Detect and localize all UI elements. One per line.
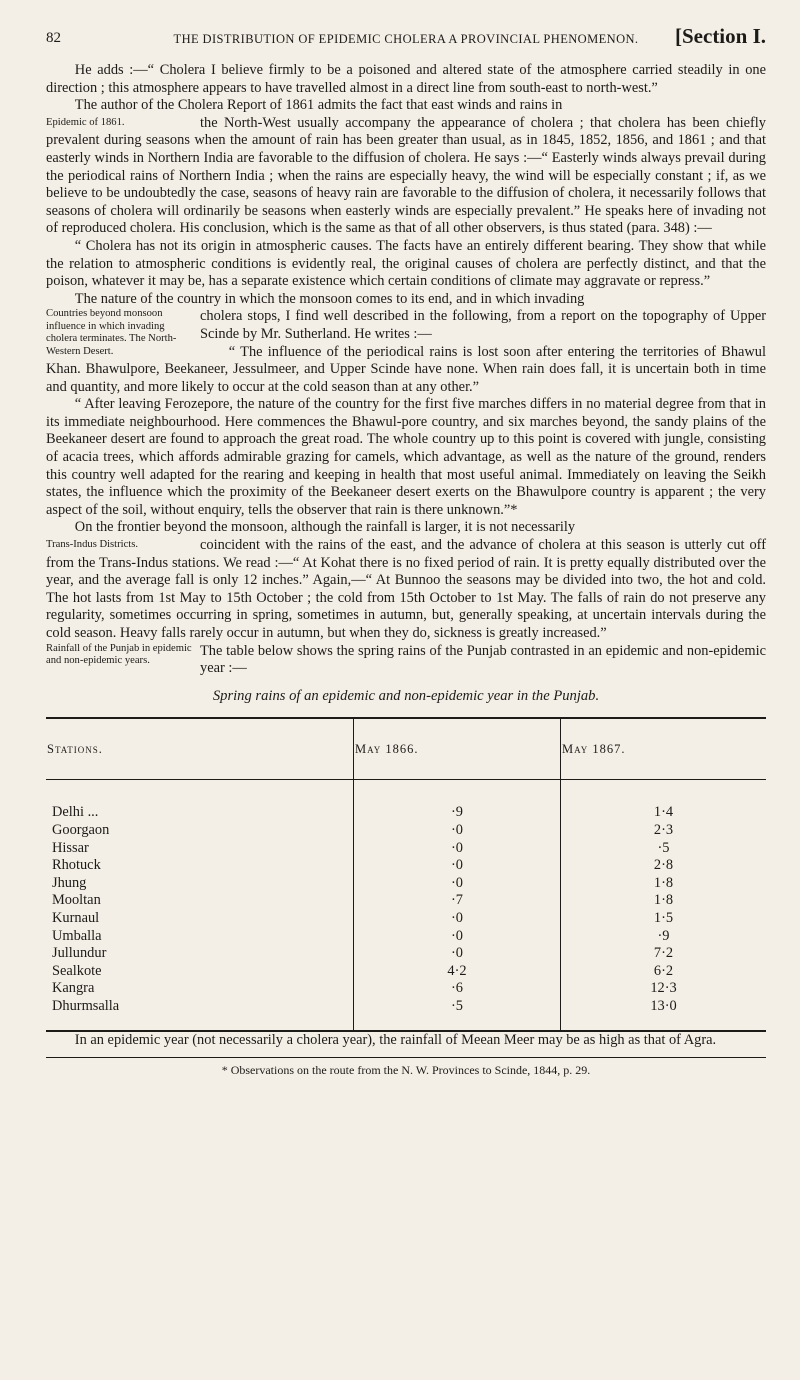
rainfall-may-1866: ·0 [354,910,561,928]
paragraph-lead: The author of the Cholera Report of 1861 admits the fact that east winds and rains in [74,97,563,114]
rainfall-may-1867: ·9 [561,928,766,946]
rainfall-may-1867: 1·4 [561,780,766,822]
station-name: Jhung [52,874,87,891]
column-header-may-1867: May 1867. [561,718,766,780]
station-name: Umballa [52,927,102,944]
rainfall-may-1866: ·5 [354,998,561,1031]
page-body [46,62,766,1080]
table-row [46,945,766,963]
rainfall-may-1867: 1·5 [561,910,766,928]
rainfall-may-1866: ·0 [354,840,561,858]
station-name: Kurnaul [52,909,100,926]
rainfall-may-1866: ·0 [354,928,561,946]
table-caption: Spring rains of an epidemic and non-epidemic year in the Punjab. [212,687,600,704]
station-name: Dhurmsalla [52,997,120,1014]
paragraph: “ The influence of the periodical rains is lost soon after entering the territories of Bhawul Khan. Bhawulpore, Beekaneer, Jessulmeer, and Upper Scinde have none. When rain does fall, it is uncertain both in time and quantity, and more likely to occur at the cold season than at any other.” [46,343,766,395]
paragraph: The table below shows the spring rains of the Punjab contrasted in an epidemic and non-epidemic year :— [200,642,766,677]
paragraph: the North-West usually accompany the appearance of cholera ; that cholera has been chiefly prevalent during seasons when the amount of rain has been greater than usual, as in 1845, 1852, 1856, and 1861 ; and that easterly winds in Northern India are favorable to the diffusion of cholera. He says :—“ Easterly winds always prevail during the periodical rains of Northern India ; when the rains are especially heavy, the wind will be especially constant ; if, as we believe to be undoubtedly the case, seasons of heavy rain are favorable to the diffusion of cholera, it necessarily follows that seasons of cholera will ordinarily be seasons when easterly winds are especially prevalent.” He speaks here of invading not of reproduced cholera. His conclusion, which is the same as that of all other observers, is thus stated (para. 348) :— [46,114,766,237]
table-row [46,857,766,875]
rainfall-table [46,717,766,1031]
section-label: [Section I. [675,24,766,48]
paragraph-lead: The nature of the country in which the monsoon comes to its end, and in which invading [74,290,585,307]
table-body [46,780,766,1031]
page-number: 82 [46,30,61,46]
table-row [46,840,766,858]
rainfall-may-1867: 2·3 [561,822,766,840]
column-header-may-1866: May 1866. [354,718,561,780]
rainfall-may-1866: ·0 [354,945,561,963]
rainfall-may-1866: ·7 [354,892,561,910]
paragraph: In an epidemic year (not necessarily a cholera year), the rainfall of Meean Meer may be as high as that of Agra. [74,1031,717,1048]
footnote: * Observations on the route from the N. W. Provinces to Scinde, 1844, p. 29. [46,1057,766,1080]
table-row [46,980,766,998]
paragraph: He adds :—“ Cholera I believe firmly to be a poisoned and altered state of the atmosphere carried steadily in one direction ; this atmosphere appears to have travelled almost in a direct line from south-east to north-west.” [46,62,766,96]
rainfall-may-1866: ·0 [354,822,561,840]
table-row [46,780,766,822]
rainfall-may-1866: ·0 [354,857,561,875]
running-title: THE DISTRIBUTION OF EPIDEMIC CHOLERA A PROVINCIAL PHENOMENON. [173,32,639,46]
rainfall-may-1867: 6·2 [561,963,766,981]
column-header-stations: Stations. [46,718,354,780]
station-name: Kangra [52,980,95,997]
margin-note: Epidemic of 1861. [46,116,125,128]
rainfall-may-1867: 13·0 [561,998,766,1031]
rainfall-may-1866: ·9 [354,780,561,822]
table-row [46,822,766,840]
station-name: Jullundur [52,945,107,962]
paragraph: “ Cholera has not its origin in atmospheric causes. The facts have an entirely different bearing. They show that while the relation to atmospheric conditions is evidently real, the original causes of cholera are perfectly distinct, and that the poison, whatever it may be, has a separate existence which certain conditions of climate may aggravate or repress.” [46,237,766,290]
rainfall-may-1866: ·0 [354,875,561,893]
rainfall-may-1867: ·5 [561,840,766,858]
station-name: Mooltan [52,892,101,909]
rainfall-may-1867: 12·3 [561,980,766,998]
margin-note: Countries beyond monsoon influence in which invading cholera terminates. The North-Western Desert. [46,308,177,357]
margin-note: Rainfall of the Punjab in epidemic and non-epidemic years. [46,642,192,666]
rainfall-may-1866: ·6 [354,980,561,998]
station-name: Hissar [52,839,89,856]
paragraph: “ After leaving Ferozepore, the nature of the country for the first five marches differs in no material degree from that in its immediate neighbourhood. Here commences the Bhawul-pore country, and six marches beyond, the sandy plains of the Beekaneer desert are found to approach the great road. The whole country up to this point is covered with jungle, consisting of acacia trees, which affords admirable grazing for camels, which advantage, as well as the nature of the ground, renders this country well adapted for the rearing and keeping in health that most useful animal. Immediately on leaving the Seikh states, the influence which the proximity of the Beekaneer desert exerts on the Bhawulpore country is apparent ; the very aspect of the soil, without enquiry, tells the observer that rain is there unknown.”* [46,396,766,518]
table-row [46,910,766,928]
table-row [46,963,766,981]
table-row [46,875,766,893]
margin-note: Trans-Indus Districts. [46,539,139,551]
paragraph: cholera stops, I find well described in the following, from a report on the topography of Upper Scinde by Mr. Sutherland. He writes :— [200,308,766,342]
table-row [46,998,766,1031]
rainfall-may-1867: 1·8 [561,875,766,893]
station-name: Goorgaon [52,821,110,838]
paragraph-lead: On the frontier beyond the monsoon, although the rainfall is larger, it is not necessarily [74,519,576,536]
paragraph: coincident with the rains of the east, and the advance of cholera at this season is utterly cut off from the Trans-Indus stations. We read :—“ At Kohat there is no fixed period of rain. It is pretty equally distributed over the year, and the average fall is only 12 inches.” Again,—“ At Bunnoo the seasons may be divided into two, the hot and cold. The hot lasts from 1st May to 15th October ; the cold from 15th October to 1st May. The falls of rain do not preserve any regularity, sometimes occurring in spring, sometimes in autumn, but, generally speaking, at uncertain intervals during the cold season. Heavy falls rarely occur in autumn, but when they do, sickness is greatly increased.” [46,537,766,641]
rainfall-may-1867: 7·2 [561,945,766,963]
station-name: Sealkote [52,962,102,979]
rainfall-may-1867: 1·8 [561,892,766,910]
page-header [46,24,766,54]
rainfall-may-1867: 2·8 [561,857,766,875]
rainfall-may-1866: 4·2 [354,963,561,981]
station-name: Delhi ... [52,804,99,821]
station-name: Rhotuck [52,857,101,874]
table-row [46,892,766,910]
table-row [46,928,766,946]
